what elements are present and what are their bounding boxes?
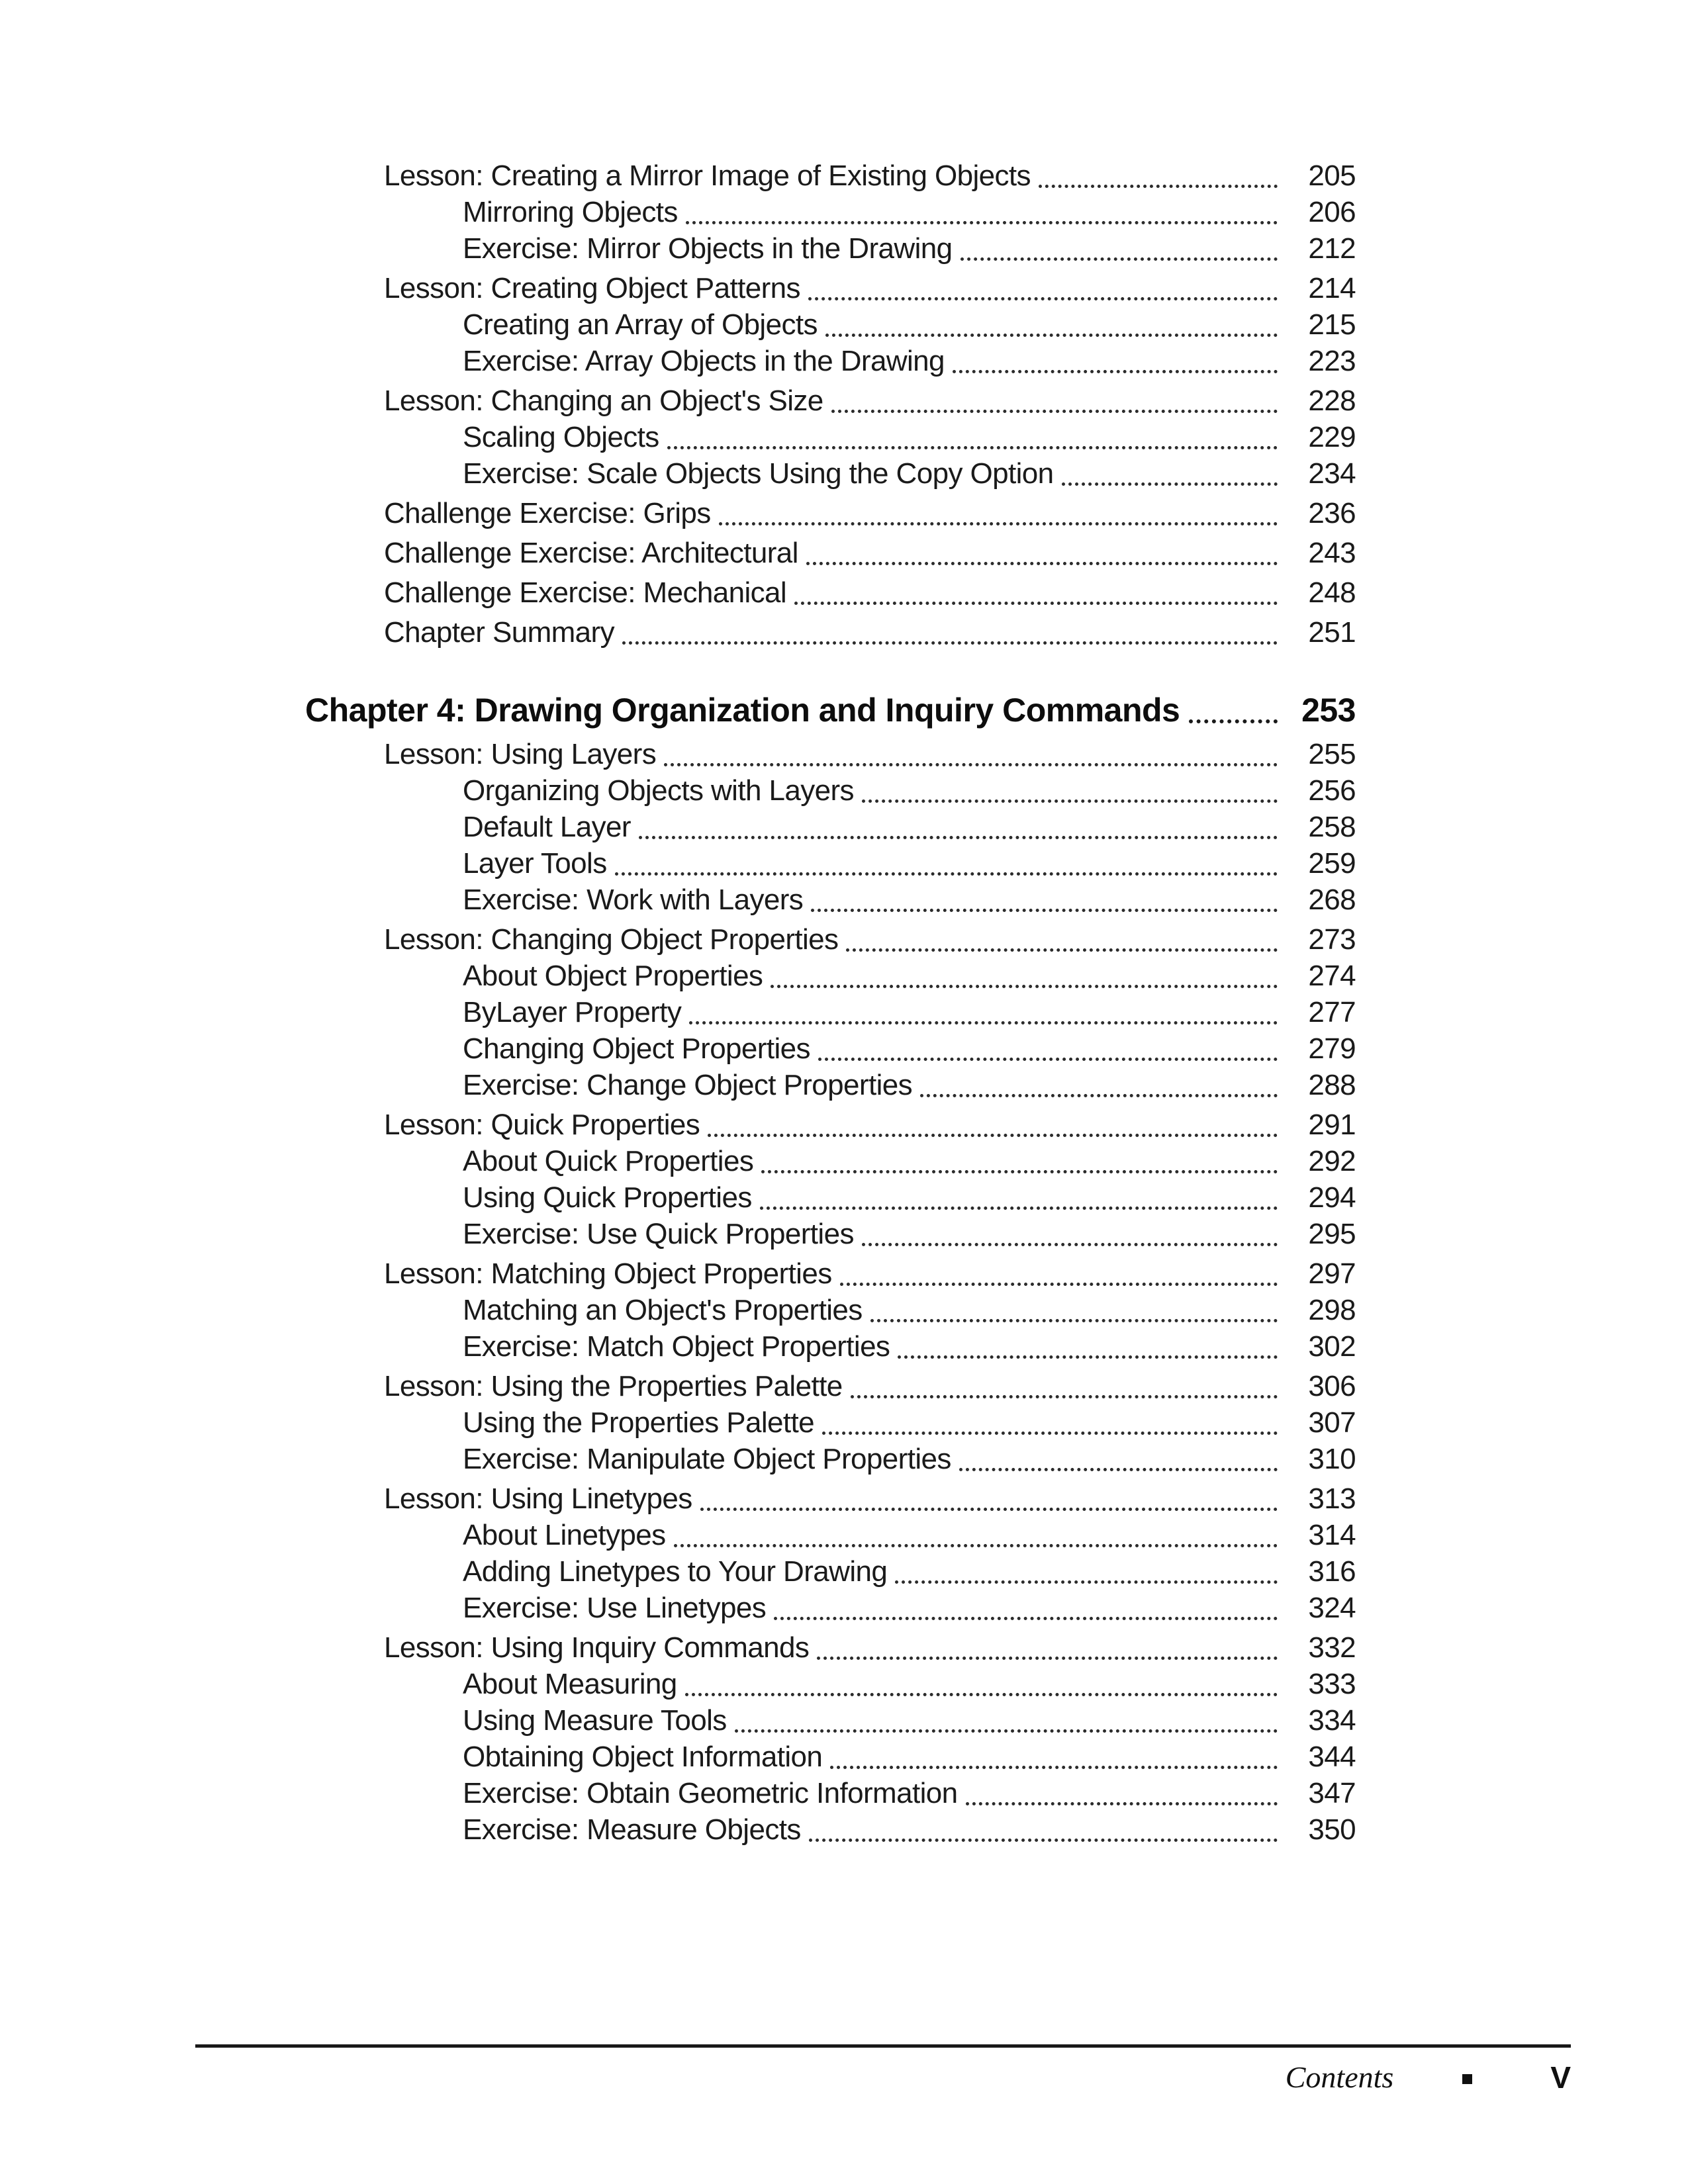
dot-leader: [674, 1544, 1278, 1547]
toc-entry: [305, 1811, 1356, 1848]
dot-leader: [825, 334, 1278, 337]
toc-entry-label: Exercise: Manipulate Object Properties: [463, 1443, 951, 1475]
dot-leader: [831, 410, 1278, 413]
footer-section-label: Contents: [1285, 2060, 1394, 2094]
toc-entry-label: Exercise: Match Object Properties: [463, 1330, 890, 1363]
toc-entry-page-number: 292: [1308, 1145, 1356, 1177]
toc-entry: [305, 1067, 1356, 1103]
toc-entry-page-number: 259: [1308, 847, 1356, 880]
toc-entry-label: Lesson: Using Linetypes: [384, 1482, 692, 1515]
toc-entry-page-number: 215: [1308, 308, 1356, 341]
dot-leader: [774, 1617, 1278, 1620]
toc-entry: [305, 1739, 1356, 1775]
toc-entry-page-number: 288: [1308, 1069, 1356, 1101]
dot-leader: [1062, 482, 1278, 486]
toc-entry-page-number: 234: [1308, 457, 1356, 490]
dot-leader: [811, 909, 1278, 912]
dot-leader: [719, 522, 1278, 525]
toc-entry: [305, 1702, 1356, 1739]
toc-entry-page-number: 228: [1308, 385, 1356, 417]
toc-entry: [305, 614, 1356, 651]
toc-entry-label: Lesson: Using the Properties Palette: [384, 1370, 843, 1402]
toc-entry-label: About Object Properties: [463, 960, 763, 992]
toc-section: [305, 690, 1356, 1848]
toc-entry: [305, 1480, 1356, 1517]
dot-leader: [898, 1355, 1278, 1359]
toc-entry-page-number: 324: [1308, 1592, 1356, 1624]
toc-entry-label: Exercise: Scale Objects Using the Copy Option: [463, 457, 1054, 490]
dot-leader: [809, 1839, 1278, 1842]
dot-leader: [953, 370, 1278, 373]
toc-entry-label: Using the Properties Palette: [463, 1406, 815, 1439]
toc-entry-label: Using Measure Tools: [463, 1704, 727, 1737]
toc-entry: [305, 1775, 1356, 1811]
toc-entry-page-number: 310: [1308, 1443, 1356, 1475]
square-bullet-icon: [1462, 2074, 1472, 2084]
toc-entry-page-number: 313: [1308, 1482, 1356, 1515]
chapter-heading-row: [305, 690, 1356, 731]
toc-entry-page-number: 334: [1308, 1704, 1356, 1737]
dot-leader: [895, 1580, 1278, 1584]
toc-entry-label: Scaling Objects: [463, 421, 659, 453]
dot-leader: [870, 1319, 1278, 1322]
dot-leader: [840, 1283, 1278, 1286]
toc-entry: [305, 419, 1356, 455]
toc-entry-page-number: 255: [1308, 738, 1356, 770]
toc-entry-page-number: 344: [1308, 1741, 1356, 1773]
dot-leader: [686, 221, 1278, 224]
toc-entry: [305, 958, 1356, 994]
toc-entry-label: Exercise: Use Linetypes: [463, 1592, 767, 1624]
toc-entry-label: Changing Object Properties: [463, 1032, 810, 1065]
toc-entry: [305, 1441, 1356, 1477]
dot-leader: [700, 1508, 1278, 1511]
toc-entry-label: Lesson: Matching Object Properties: [384, 1257, 832, 1290]
dot-leader: [771, 985, 1278, 988]
toc-entry-label: Mirroring Objects: [463, 196, 678, 228]
toc-entry-page-number: 302: [1308, 1330, 1356, 1363]
toc-entry-page-number: 256: [1308, 774, 1356, 807]
toc-entry: [305, 1590, 1356, 1626]
toc-entry: [305, 343, 1356, 379]
dot-leader: [761, 1170, 1278, 1173]
dot-leader: [959, 1468, 1278, 1471]
dot-leader: [862, 799, 1278, 803]
dot-leader: [664, 763, 1278, 766]
toc-entry-page-number: 277: [1308, 996, 1356, 1028]
toc-entry: [305, 1143, 1356, 1179]
toc-entry-page-number: 274: [1308, 960, 1356, 992]
chapter-heading-label: Chapter 4: Drawing Organization and Inquiry Commands: [305, 692, 1180, 729]
toc-entry-label: Exercise: Mirror Objects in the Drawing: [463, 232, 953, 265]
dot-leader: [818, 1058, 1278, 1061]
toc-entry-page-number: 212: [1308, 232, 1356, 265]
dot-leader: [961, 257, 1278, 261]
toc-entry-label: Lesson: Changing Object Properties: [384, 923, 839, 956]
toc-entry-page-number: 291: [1308, 1109, 1356, 1141]
dot-leader: [622, 641, 1278, 645]
toc-entry-page-number: 332: [1308, 1631, 1356, 1664]
toc-entry-label: Exercise: Change Object Properties: [463, 1069, 913, 1101]
toc-entry-label: Exercise: Array Objects in the Drawing: [463, 345, 945, 377]
dot-leader: [830, 1766, 1278, 1769]
toc-entry-page-number: 347: [1308, 1777, 1356, 1809]
toc-entry: [305, 772, 1356, 809]
toc-entry-label: Lesson: Changing an Object's Size: [384, 385, 823, 417]
toc-entry: [305, 455, 1356, 492]
toc-entry-page-number: 206: [1308, 196, 1356, 228]
toc-entry-page-number: 214: [1308, 272, 1356, 304]
toc-entry: [305, 736, 1356, 772]
toc-entry-label: Default Layer: [463, 811, 631, 843]
toc-entry: [305, 383, 1356, 419]
toc-entry-label: Lesson: Creating Object Patterns: [384, 272, 800, 304]
toc-entry-page-number: 273: [1308, 923, 1356, 956]
dot-leader: [689, 1021, 1278, 1024]
toc-entry: [305, 306, 1356, 343]
toc-section: [305, 158, 1356, 651]
dot-leader: [862, 1243, 1278, 1246]
toc-entry-page-number: 258: [1308, 811, 1356, 843]
toc-entry-label: Challenge Exercise: Grips: [384, 497, 711, 529]
toc-entry-label: Exercise: Measure Objects: [463, 1813, 801, 1846]
toc-entry: [305, 1368, 1356, 1404]
toc-entry-label: Exercise: Use Quick Properties: [463, 1218, 854, 1250]
toc-entry-label: Challenge Exercise: Architectural: [384, 537, 798, 569]
toc-entry: [305, 845, 1356, 882]
toc-entry: [305, 1255, 1356, 1292]
footer-rule: [195, 2044, 1571, 2048]
chapter-heading-page-number: 253: [1301, 692, 1356, 729]
toc-entry-label: ByLayer Property: [463, 996, 682, 1028]
toc-entry-page-number: 236: [1308, 497, 1356, 529]
dot-leader: [708, 1134, 1278, 1137]
toc-entry: [305, 1292, 1356, 1328]
page-footer: [1286, 2058, 1571, 2097]
toc-entry: [305, 1179, 1356, 1216]
toc-entry: [305, 809, 1356, 845]
toc-entry-label: About Quick Properties: [463, 1145, 754, 1177]
toc-entry-label: Challenge Exercise: Mechanical: [384, 576, 787, 609]
toc-entry-label: About Measuring: [463, 1668, 677, 1700]
toc-entry: [305, 574, 1356, 611]
dot-leader: [806, 562, 1278, 565]
toc-entry: [305, 495, 1356, 531]
toc-entry-label: Exercise: Work with Layers: [463, 884, 804, 916]
toc-entry-page-number: 223: [1308, 345, 1356, 377]
dot-leader: [808, 297, 1278, 300]
dot-leader: [667, 446, 1278, 449]
toc-entry: [305, 1216, 1356, 1252]
toc-entry: [305, 535, 1356, 571]
toc-entry-page-number: 350: [1308, 1813, 1356, 1846]
toc-entry-label: Layer Tools: [463, 847, 607, 880]
table-of-contents: [305, 158, 1356, 1848]
dot-leader: [822, 1432, 1278, 1435]
toc-entry-page-number: 205: [1308, 159, 1356, 192]
toc-entry: [305, 1666, 1356, 1702]
toc-entry-page-number: 298: [1308, 1294, 1356, 1326]
toc-entry-label: Lesson: Quick Properties: [384, 1109, 700, 1141]
toc-entry-label: Lesson: Using Inquiry Commands: [384, 1631, 810, 1664]
toc-entry-label: Lesson: Using Layers: [384, 738, 657, 770]
toc-entry-page-number: 294: [1308, 1181, 1356, 1214]
toc-entry: [305, 1030, 1356, 1067]
toc-entry-label: Exercise: Obtain Geometric Information: [463, 1777, 958, 1809]
toc-entry: [305, 270, 1356, 306]
dot-leader: [1039, 185, 1278, 188]
toc-entry: [305, 882, 1356, 918]
dot-leader: [851, 1395, 1278, 1398]
dot-leader: [920, 1094, 1278, 1097]
footer-page-number: V: [1550, 2060, 1571, 2095]
toc-entry-page-number: 248: [1308, 576, 1356, 609]
toc-entry: [305, 1404, 1356, 1441]
toc-entry: [305, 994, 1356, 1030]
toc-entry-label: Chapter Summary: [384, 616, 615, 649]
toc-entry: [305, 1517, 1356, 1553]
dot-leader: [760, 1206, 1278, 1210]
toc-entry: [305, 1328, 1356, 1365]
toc-entry-page-number: 306: [1308, 1370, 1356, 1402]
dot-leader: [615, 872, 1278, 876]
toc-entry-label: Creating an Array of Objects: [463, 308, 818, 341]
toc-entry: [305, 1107, 1356, 1143]
toc-entry-page-number: 333: [1308, 1668, 1356, 1700]
dot-leader: [639, 836, 1278, 839]
toc-entry-page-number: 295: [1308, 1218, 1356, 1250]
toc-entry-page-number: 316: [1308, 1555, 1356, 1588]
dot-leader: [735, 1729, 1278, 1733]
toc-entry-page-number: 314: [1308, 1519, 1356, 1551]
toc-entry-page-number: 251: [1308, 616, 1356, 649]
toc-entry-label: About Linetypes: [463, 1519, 666, 1551]
dot-leader: [1189, 719, 1278, 723]
toc-entry-page-number: 268: [1308, 884, 1356, 916]
dot-leader: [794, 602, 1278, 605]
dot-leader: [966, 1802, 1278, 1805]
toc-entry: [305, 1553, 1356, 1590]
toc-entry-page-number: 307: [1308, 1406, 1356, 1439]
toc-entry: [305, 1629, 1356, 1666]
dot-leader: [846, 948, 1278, 952]
toc-entry: [305, 194, 1356, 230]
toc-entry: [305, 921, 1356, 958]
toc-entry-label: Matching an Object's Properties: [463, 1294, 863, 1326]
toc-entry-label: Using Quick Properties: [463, 1181, 752, 1214]
toc-entry-label: Organizing Objects with Layers: [463, 774, 854, 807]
toc-entry: [305, 230, 1356, 267]
toc-entry: [305, 158, 1356, 194]
toc-entry-label: Adding Linetypes to Your Drawing: [463, 1555, 888, 1588]
toc-entry-label: Obtaining Object Information: [463, 1741, 823, 1773]
toc-entry-page-number: 229: [1308, 421, 1356, 453]
toc-entry-page-number: 297: [1308, 1257, 1356, 1290]
toc-entry-page-number: 279: [1308, 1032, 1356, 1065]
dot-leader: [817, 1657, 1278, 1660]
toc-entry-label: Lesson: Creating a Mirror Image of Existing Objects: [384, 159, 1031, 192]
dot-leader: [685, 1693, 1278, 1696]
toc-entry-page-number: 243: [1308, 537, 1356, 569]
